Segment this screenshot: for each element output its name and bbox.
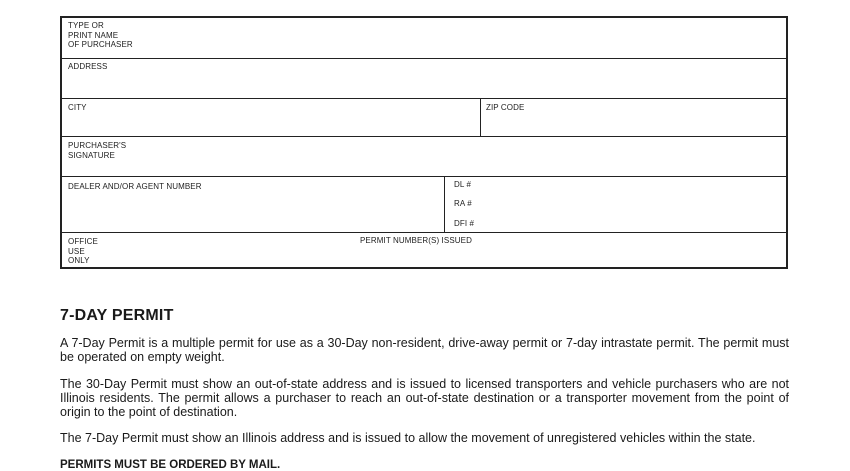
name-row[interactable]	[62, 18, 786, 59]
dealer-agent-number-field[interactable]	[62, 177, 444, 232]
signature-label: PURCHASER'S SIGNATURE	[68, 141, 127, 160]
zip-code-label: ZIP CODE	[486, 103, 525, 112]
office-use-only-label: OFFICE USE ONLY	[68, 237, 98, 265]
dealer-agent-number-label: DEALER AND/OR AGENT NUMBER	[68, 182, 202, 191]
permit-numbers-issued-label: PERMIT NUMBER(S) ISSUED	[360, 236, 472, 245]
section-title: 7-DAY PERMIT	[60, 307, 174, 324]
order-by-mail-note: PERMITS MUST BE ORDERED BY MAIL.	[60, 459, 281, 471]
ra-number-label: RA #	[454, 199, 472, 208]
dfi-number-label: DFI #	[454, 219, 475, 228]
office-use-row	[62, 233, 786, 267]
signature-row[interactable]	[62, 137, 786, 177]
dl-number-label: DL #	[454, 180, 472, 189]
paragraph-30-day-permit: The 30-Day Permit must show an out-of-state address and is issued to licensed transporters and vehicle purchasers who are not Illinois residents. The permit allows a purchaser to reach an out-of-state destination or a transporter movement from the point of origin to the point of destination.	[60, 377, 789, 419]
paragraph-7-day-permit: A 7-Day Permit is a multiple permit for use as a 30-Day non-resident, drive-away permit or 7-day intrastate permit. The permit must be operated on empty weight.	[60, 336, 789, 364]
city-zip-row	[62, 99, 786, 137]
city-label: CITY	[68, 103, 87, 112]
dealer-ids-field[interactable]	[445, 177, 786, 232]
name-label: TYPE OR PRINT NAME OF PURCHASER	[68, 21, 133, 49]
address-label: ADDRESS	[68, 62, 108, 71]
dealer-row	[62, 177, 786, 233]
purchaser-form	[60, 16, 788, 269]
city-field[interactable]	[62, 99, 480, 136]
zip-code-field[interactable]	[481, 99, 786, 136]
paragraph-illinois-address: The 7-Day Permit must show an Illinois address and is issued to allow the movement of unregistered vehicles within the state.	[60, 431, 756, 445]
address-row[interactable]	[62, 59, 786, 99]
